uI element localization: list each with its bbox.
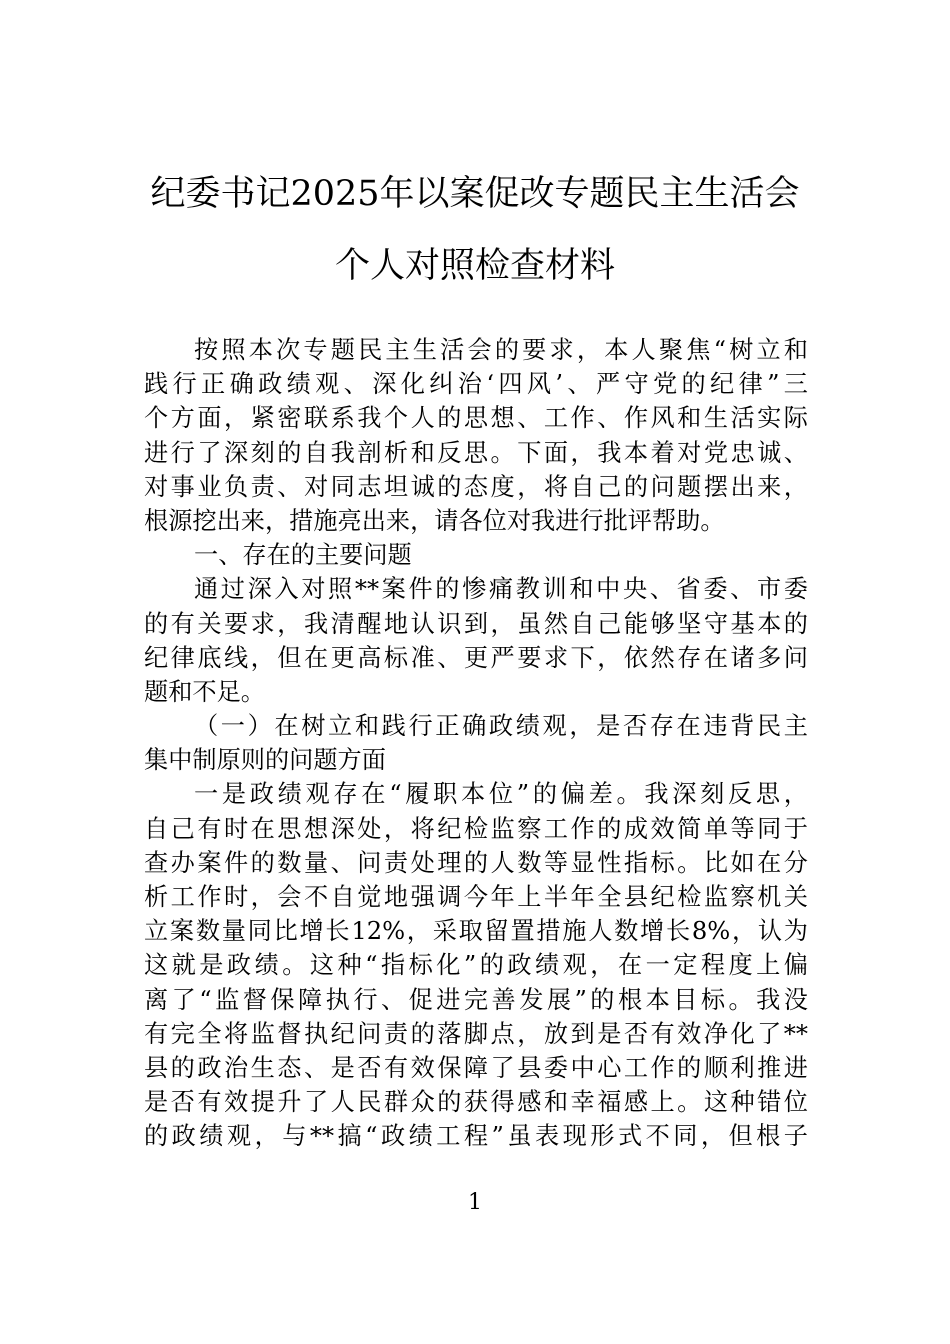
paragraph-line: 通过深入对照**案件的惨痛教训和中央、省委、市委 [194,575,808,604]
paragraph-line: 的有关要求，我清醒地认识到，虽然自己能够坚守基本的 [144,609,808,638]
paragraph-line: 根源挖出来，措施亮出来，请各位对我进行批评帮助。 [144,506,725,535]
subsection-heading: 集中制原则的问题方面 [144,746,386,775]
paragraph-line: 有完全将监督执纪问责的落脚点，放到是否有效净化了** [144,1019,808,1048]
paragraph-line: 立案数量同比增长12%，采取留置措施人数增长8%，认为 [144,917,808,946]
paragraph-line: 的政绩观，与**搞“政绩工程”虽表现形式不同，但根子 [144,1122,808,1151]
paragraph-line: 离了“监督保障执行、促进完善发展”的根本目标。我没 [144,985,808,1014]
section-heading: 一、存在的主要问题 [194,541,412,570]
paragraph-line: 是否有效提升了人民群众的获得感和幸福感上。这种错位 [144,1088,808,1117]
paragraph-line: 析工作时，会不自觉地强调今年上半年全县纪检监察机关 [144,883,808,911]
paragraph-line: 按照本次专题民主生活会的要求，本人聚焦“树立和 [194,336,808,364]
paragraph-line: 查办案件的数量、问责处理的人数等显性指标。比如在分 [144,848,808,877]
document-body [144,333,808,1154]
paragraph-line: 自己有时在思想深处，将纪检监察工作的成效简单等同于 [144,814,808,843]
paragraph-line: 县的政治生态、是否有效保障了县委中心工作的顺利推进 [144,1053,808,1082]
paragraph-line: 纪律底线，但在更高标准、更严要求下，依然存在诸多问 [144,643,808,672]
paragraph-line: 对事业负责、对同志坦诚的态度，将自己的问题摆出来， [144,472,808,501]
page-number: 1 [468,1190,482,1215]
paragraph-line: 践行正确政绩观、深化纠治‘四风’、严守党的纪律”三 [144,370,808,399]
paragraph-line: 进行了深刻的自我剖析和反思。下面，我本着对党忠诚、 [144,438,808,467]
subsection-heading: （一）在树立和践行正确政绩观，是否存在违背民主 [194,712,808,741]
paragraph-line: 个方面，紧密联系我个人的思想、工作、作风和生活实际 [144,404,808,433]
paragraph-line: 题和不足。 [144,677,265,706]
document-title-line-2: 个人对照检查材料 [334,246,615,286]
document-title-line-1: 纪委书记2025年以案促改专题民主生活会 [150,174,800,214]
paragraph-line: 一是政绩观存在“履职本位”的偏差。我深刻反思， [194,780,808,809]
paragraph-line: 这就是政绩。这种“指标化”的政绩观，在一定程度上偏 [144,951,808,980]
